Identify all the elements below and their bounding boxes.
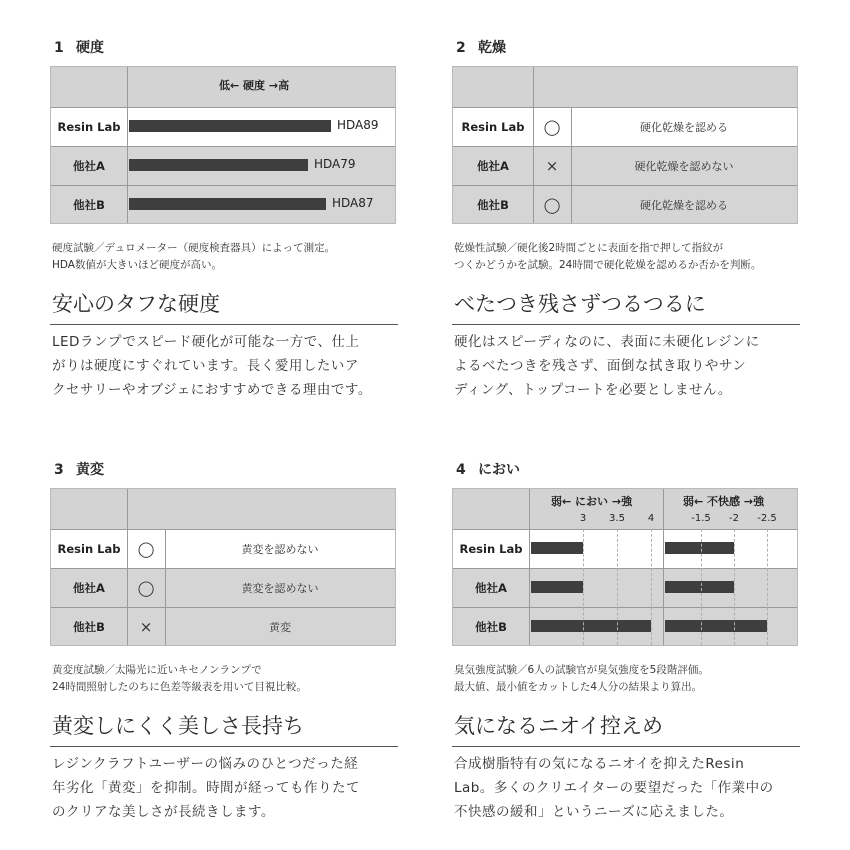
divider (50, 324, 398, 325)
table-row (453, 146, 797, 185)
body-line: レジンクラフトユーザーの悩みのひとつだった経 (52, 756, 359, 772)
row-label: 他社A (477, 159, 509, 173)
body-line: よるべたつきを残さず、面倒な拭き取りやサン (454, 358, 747, 374)
section-body (50, 752, 400, 824)
result-symbol: ◯ (137, 540, 155, 558)
result-text: 硬化乾燥を認めない (634, 160, 734, 173)
table-row (51, 146, 395, 185)
note-line: 硬度試験／デュロメーター（硬度検査器具）によって測定。 (52, 242, 336, 254)
column-divider (663, 489, 664, 645)
result-symbol: × (545, 157, 559, 175)
tick-label: 3 (579, 513, 587, 524)
section-body (452, 330, 802, 402)
hardness-bar (129, 120, 331, 132)
row-label: Resin Lab (459, 542, 523, 556)
section-odor (452, 460, 802, 824)
section-drying (452, 38, 802, 402)
body-line: のクリアな美しさが長続きします。 (52, 804, 275, 820)
tick-label: -2.5 (757, 513, 777, 524)
tick-label: -2 (729, 513, 739, 524)
result-text: 黄変 (269, 620, 291, 634)
table-row (453, 185, 797, 223)
section-number: 2 (456, 40, 466, 56)
result-text: 黄変を認めない (241, 543, 319, 556)
row-label: 他社A (73, 159, 105, 173)
grid-line (617, 529, 618, 645)
body-line: 硬化はスピーディなのに、表面に未硬化レジンに (454, 334, 760, 350)
table-row (51, 607, 395, 645)
body-line: ディング、トップコートを必要としません。 (454, 382, 732, 398)
row-label: Resin Lab (57, 542, 121, 556)
body-line: LEDランプでスピード硬化が可能な一方で、仕上 (52, 334, 360, 350)
grid-line (701, 529, 702, 645)
section-title: 乾燥 (478, 40, 506, 56)
column-divider (127, 489, 128, 645)
test-note (50, 240, 400, 274)
table-row (453, 607, 797, 645)
table-header (453, 489, 797, 529)
section-number: 4 (456, 462, 466, 478)
section-heading: べたつき残さずつるつるに (454, 292, 706, 316)
column-divider (529, 489, 530, 645)
table-row (51, 185, 395, 223)
column-divider (165, 529, 166, 645)
discomfort-scale-label: 弱← 不快感 →強 (683, 495, 765, 508)
section-body (452, 752, 802, 824)
body-line: Lab。多くのクリエイターの要望だった「作業中の (454, 780, 774, 796)
tick-label: 3.5 (609, 513, 625, 524)
section-heading: 黄変しにくく美しさ長持ち (52, 714, 304, 738)
odor-bar (531, 542, 583, 554)
result-text: 硬化乾燥を認める (640, 121, 728, 134)
section-header (452, 460, 802, 488)
row-label: 他社B (73, 197, 105, 212)
table-header (453, 67, 797, 107)
result-symbol: ◯ (137, 579, 155, 597)
table-row (453, 107, 797, 146)
row-label: Resin Lab (57, 120, 121, 134)
test-note (50, 662, 400, 696)
note-line: 24時間照射したのちに色差等級表を用いて目視比較。 (52, 681, 307, 693)
discomfort-bar (665, 542, 734, 554)
result-symbol: × (139, 617, 153, 636)
drying-table (452, 66, 798, 224)
tick-label: -1.5 (691, 513, 711, 524)
table-header (51, 67, 395, 107)
grid-line (583, 529, 584, 645)
odor-table (452, 488, 798, 646)
note-line: 黄変度試験／太陽光に近いキセノンランプで (52, 664, 262, 676)
row-label: Resin Lab (461, 120, 525, 134)
table-row (51, 568, 395, 607)
result-text: 硬化乾燥を認める (640, 198, 728, 212)
grid-line (767, 529, 768, 645)
divider (50, 746, 398, 747)
yellowing-table (50, 488, 396, 646)
body-line: がりは硬度にすぐれています。長く愛用したいア (52, 358, 359, 374)
discomfort-bar (665, 620, 767, 632)
section-title: におい (478, 462, 520, 478)
hardness-value: HDA89 (337, 118, 379, 132)
section-header (452, 38, 802, 66)
section-heading: 安心のタフな硬度 (52, 292, 220, 316)
result-symbol: ◯ (543, 195, 561, 214)
table-header (51, 489, 395, 529)
section-body (50, 330, 400, 402)
table-row (51, 529, 395, 568)
divider (452, 324, 800, 325)
body-line: クセサリーやオブジェにおすすめできる理由です。 (52, 382, 372, 398)
note-line: HDA数値が大きいほど硬度が高い。 (52, 259, 222, 271)
section-heading: 気になるニオイ控えめ (454, 714, 663, 738)
section-title: 硬度 (76, 40, 104, 56)
scale-label: 低← 硬度 →高 (219, 79, 290, 92)
discomfort-bar (665, 581, 734, 593)
section-number: 3 (54, 462, 64, 478)
column-divider (533, 67, 534, 223)
row-label: 他社B (73, 619, 105, 634)
note-line: 乾燥性試験／硬化後2時間ごとに表面を指で押して指紋が (454, 242, 724, 254)
note-line: 臭気強度試験／6人の試験官が臭気強度を5段階評価。 (454, 664, 709, 676)
table-row (453, 529, 797, 568)
row-label: 他社A (475, 581, 507, 595)
body-line: 年劣化「黄変」を抑制。時間が経っても作りたて (52, 780, 360, 796)
hardness-bar (129, 159, 308, 171)
section-header (50, 38, 400, 66)
grid-line (734, 529, 735, 645)
section-title: 黄変 (76, 462, 104, 478)
divider (452, 746, 800, 747)
section-hardness (50, 38, 400, 402)
tick-label: 4 (647, 513, 655, 524)
hardness-value: HDA87 (332, 196, 374, 210)
note-line: 最大値、最小値をカットした4人分の結果より算出。 (454, 681, 703, 693)
table-row (453, 568, 797, 607)
test-note (452, 662, 802, 696)
odor-bar (531, 581, 583, 593)
column-divider (571, 107, 572, 223)
note-line: つくかどうかを試験。24時間で硬化乾燥を認めるか否かを判断。 (454, 259, 762, 271)
section-header (50, 460, 400, 488)
odor-bar (531, 620, 651, 632)
result-symbol: ◯ (543, 118, 561, 136)
row-label: 他社B (475, 619, 507, 634)
hardness-table (50, 66, 396, 224)
column-divider (127, 67, 128, 223)
grid-line (651, 529, 652, 645)
hardness-bar (129, 198, 326, 210)
result-text: 黄変を認めない (241, 582, 319, 595)
body-line: 合成樹脂特有の気になるニオイを抑えたResin (454, 756, 745, 772)
row-label: 他社B (477, 197, 509, 212)
section-number: 1 (54, 40, 64, 56)
odor-scale-label: 弱← におい →強 (551, 495, 633, 508)
section-yellowing (50, 460, 400, 824)
hardness-value: HDA79 (314, 157, 356, 171)
test-note (452, 240, 802, 274)
body-line: 不快感の緩和」というニーズに応えました。 (454, 804, 734, 820)
row-label: 他社A (73, 581, 105, 595)
table-row (51, 107, 395, 146)
